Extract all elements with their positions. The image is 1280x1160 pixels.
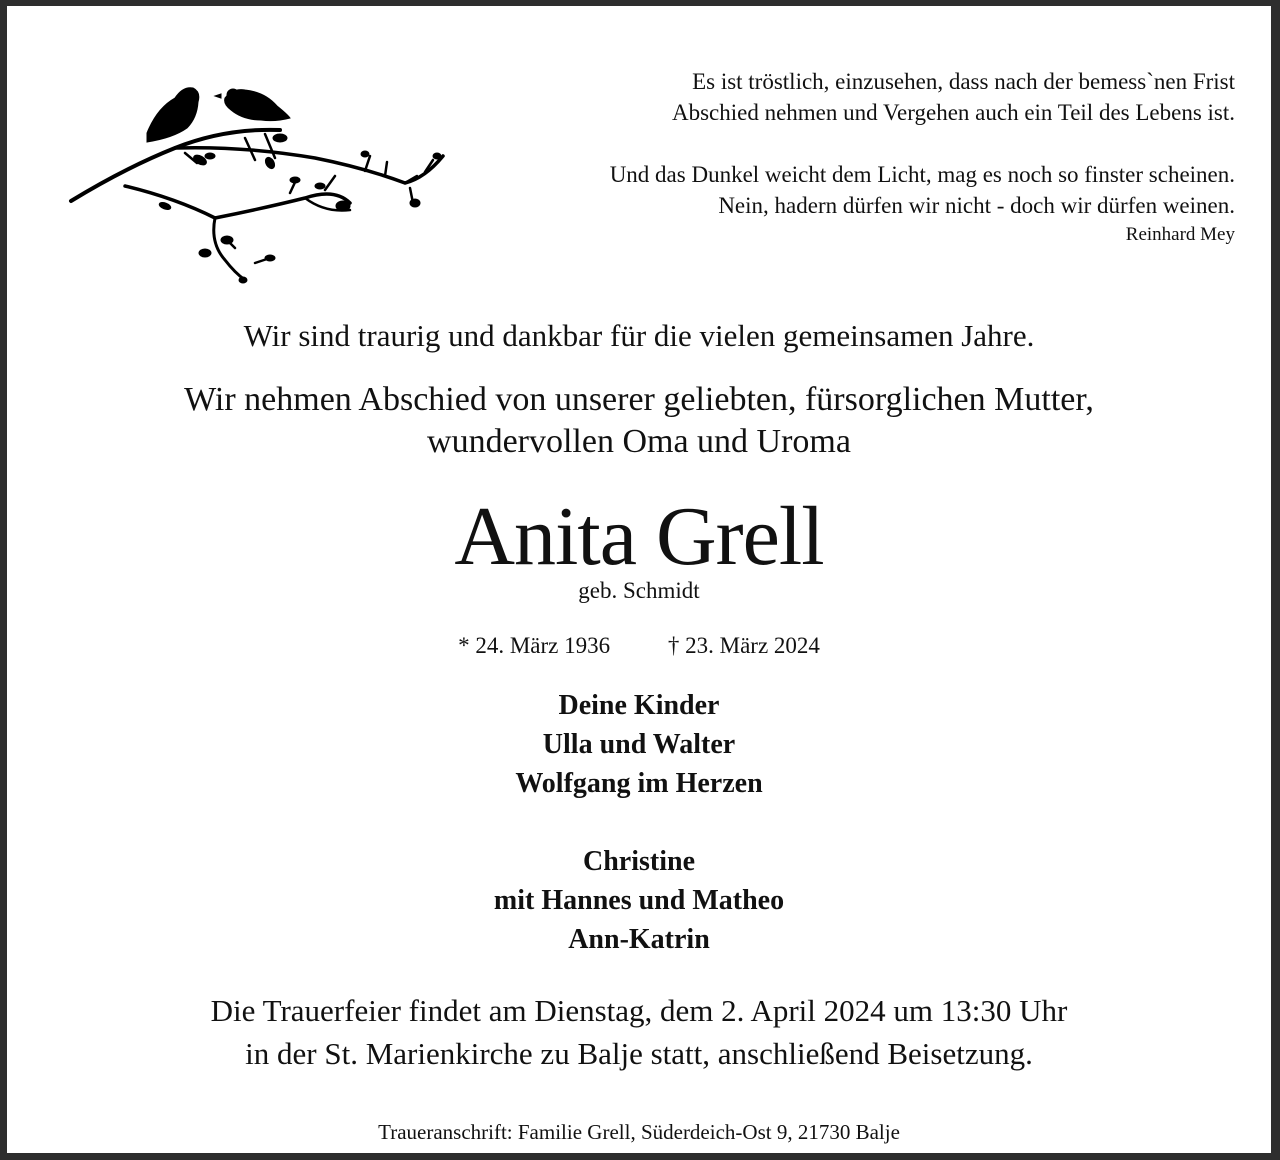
birds-on-branch-illustration: [65, 68, 455, 288]
intro-line: Wir sind traurig und dankbar für die vielen gemeinsamen Jahre.: [243, 318, 1035, 353]
deceased-name: Anita Grell: [454, 490, 824, 583]
poem-quote: [415, 66, 1235, 249]
poem-line: Und das Dunkel weicht dem Licht, mag es noch so finster scheinen.: [609, 162, 1235, 187]
family-line: Deine Kinder: [558, 690, 720, 721]
farewell-line-2: wundervollen Oma und Uroma: [427, 423, 851, 460]
life-dates: [7, 630, 1271, 662]
poem-line: Nein, hadern dürfen wir nicht - doch wir dürfen weinen.: [718, 193, 1235, 218]
family-line: mit Hannes und Matheo: [493, 885, 785, 916]
funeral-service-info: [7, 989, 1271, 1075]
birth-name: geb. Schmidt: [578, 578, 700, 603]
mourning-address: Traueranschrift: Familie Grell, Süderdeich-Ost 9, 21730 Balje: [378, 1120, 900, 1144]
farewell-text: [7, 379, 1271, 463]
service-line-2: in der St. Marienkirche zu Balje statt, anschließend Beisetzung.: [245, 1036, 1033, 1071]
poem-line: Es ist tröstlich, einzusehen, dass nach der bemess`nen Frist: [692, 69, 1235, 94]
birth-date: * 24. März 1936: [458, 633, 611, 658]
family-line: Ann-Katrin: [568, 924, 710, 955]
family-line: Ulla und Walter: [542, 729, 736, 760]
family-signatures: [7, 686, 1271, 959]
service-line-1: Die Trauerfeier findet am Dienstag, dem 2. April 2024 um 13:30 Uhr: [210, 993, 1068, 1028]
farewell-line-1: Wir nehmen Abschied von unserer geliebten, fürsorglichen Mutter,: [184, 381, 1094, 418]
poem-author: Reinhard Mey: [1125, 224, 1235, 245]
poem-line: Abschied nehmen und Vergehen auch ein Teil des Lebens ist.: [671, 100, 1235, 125]
death-date: † 23. März 2024: [667, 633, 820, 658]
family-line: Wolfgang im Herzen: [515, 768, 763, 799]
family-line: Christine: [583, 846, 695, 877]
obituary-notice: [7, 6, 1271, 1153]
